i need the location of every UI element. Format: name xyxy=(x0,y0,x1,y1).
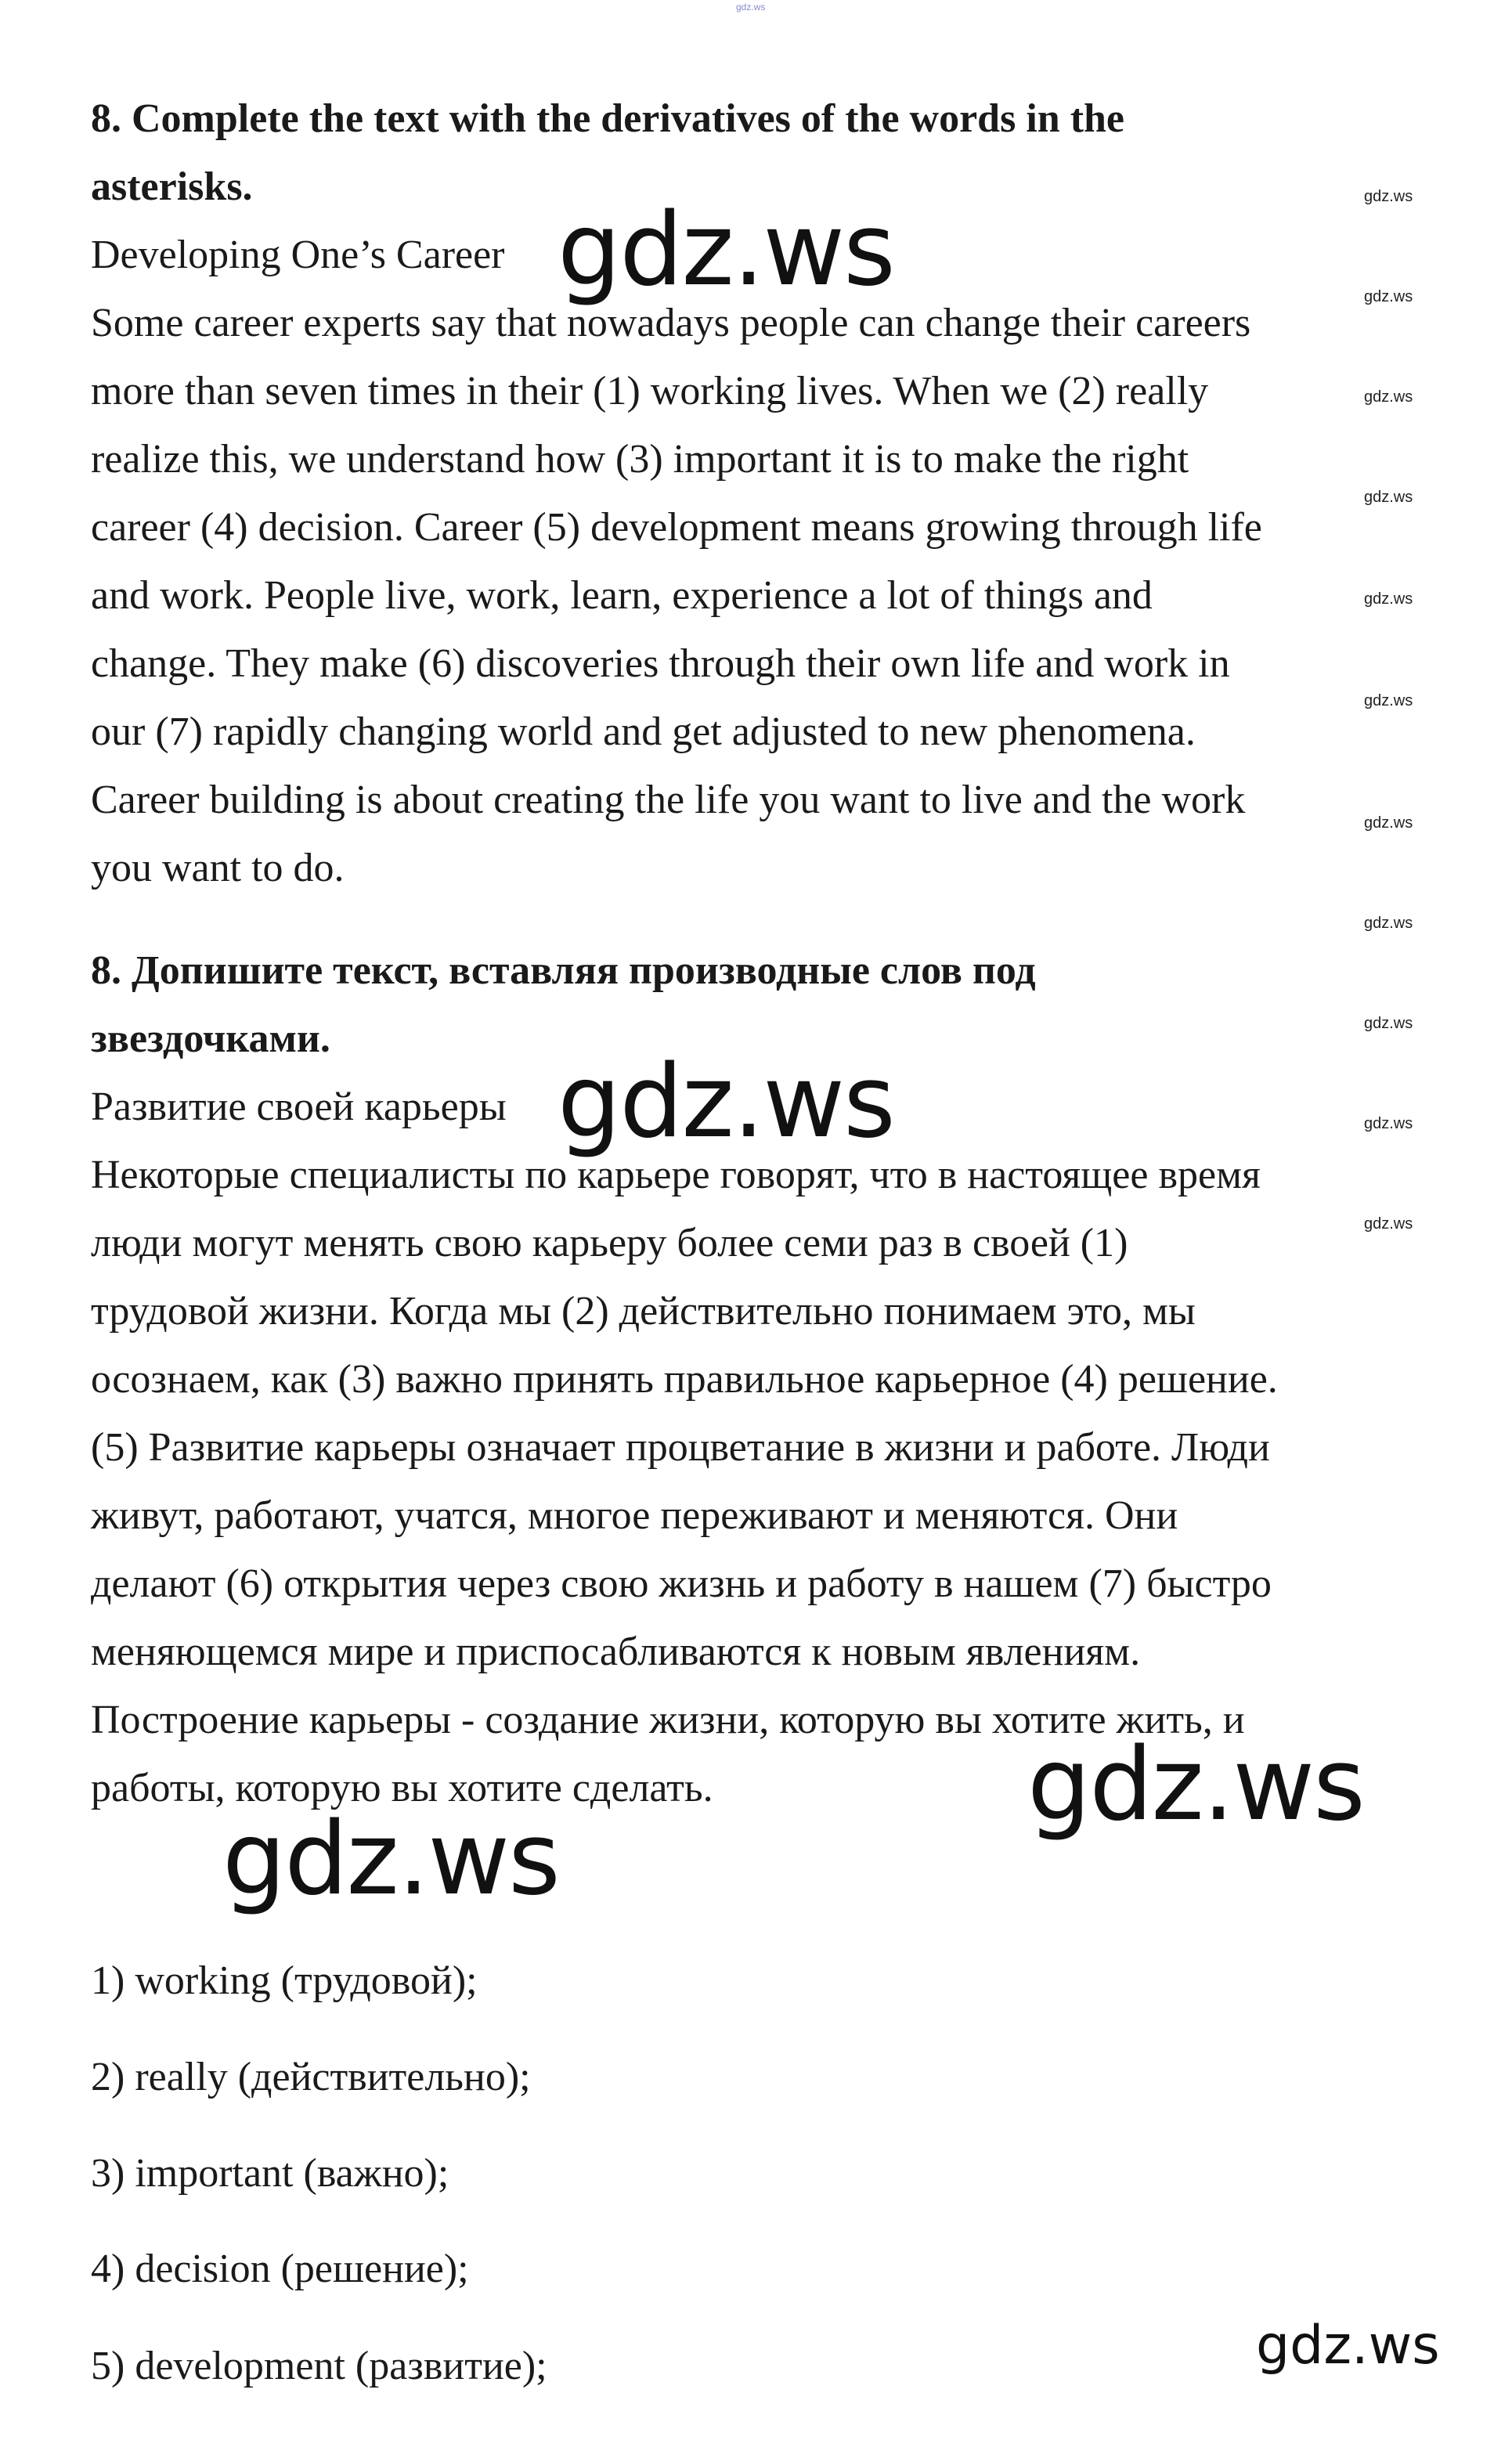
answer-item: 3) important (важно); xyxy=(91,2151,449,2196)
watermark-small: gdz.ws xyxy=(1364,814,1413,832)
text-line-ru-8: меняющемся мире и приспосабливаются к новым явлениям. xyxy=(91,1630,1141,1674)
text-title-en: Developing One’s Career xyxy=(91,233,505,277)
text-line-en-1: Some career experts say that nowadays people can change their careers xyxy=(91,301,1251,345)
text-line-ru-6: живут, работают, учатся, многое переживают и меняются. Они xyxy=(91,1493,1178,1538)
watermark-small: gdz.ws xyxy=(1364,1215,1413,1233)
text-line-ru-1: Некоторые специалисты по карьере говорят, что в настоящее время xyxy=(91,1153,1261,1197)
exercise-heading-en-line-2: asterisks. xyxy=(91,164,253,209)
watermark-small: gdz.ws xyxy=(1364,692,1413,709)
watermark-small: gdz.ws xyxy=(1364,1015,1413,1032)
answer-item: 1) working (трудовой); xyxy=(91,1958,478,2003)
exercise-heading-en-line-1: 8. Complete the text with the derivatives of the words in the xyxy=(91,96,1125,141)
watermark-large: gdz.ws xyxy=(558,192,894,309)
text-line-en-2: more than seven times in their (1) working lives. When we (2) really xyxy=(91,369,1209,413)
answer-item: 5) development (развитие); xyxy=(91,2344,547,2388)
watermark-medium: gdz.ws xyxy=(1256,2315,1440,2377)
text-line-en-3: realize this, we understand how (3) important it is to make the right xyxy=(91,437,1189,482)
text-line-ru-5: (5) Развитие карьеры означает процветание в жизни и работе. Люди xyxy=(91,1425,1270,1470)
text-line-ru-9: Построение карьеры - создание жизни, которую вы хотите жить, и xyxy=(91,1698,1245,1742)
text-line-en-4: career (4) decision. Career (5) development means growing through life xyxy=(91,505,1262,550)
watermark-small: gdz.ws xyxy=(1364,388,1413,406)
watermark-large: gdz.ws xyxy=(222,1801,559,1918)
watermark-small: gdz.ws xyxy=(1364,590,1413,608)
text-line-en-5: and work. People live, work, learn, experience a lot of things and xyxy=(91,573,1153,618)
text-line-ru-10: работы, которую вы хотите сделать. xyxy=(91,1766,713,1810)
text-line-en-8: Career building is about creating the life you want to live and the work xyxy=(91,778,1246,822)
answer-item: 4) decision (решение); xyxy=(91,2247,469,2291)
watermark-large: gdz.ws xyxy=(558,1044,894,1160)
watermark-small: gdz.ws xyxy=(1364,915,1413,932)
answer-item: 2) really (действительно); xyxy=(91,2055,531,2099)
watermark-small: gdz.ws xyxy=(1364,288,1413,305)
watermark-small: gdz.ws xyxy=(1364,188,1413,205)
text-line-ru-4: осознаем, как (3) важно принять правильное карьерное (4) решение. xyxy=(91,1357,1278,1402)
text-line-en-6: change. They make (6) discoveries through their own life and work in xyxy=(91,641,1230,686)
exercise-heading-ru-line-1: 8. Допишите текст, вставляя производные слов под xyxy=(91,948,1036,993)
watermark-small: gdz.ws xyxy=(1364,1115,1413,1132)
watermark-large: gdz.ws xyxy=(1027,1727,1364,1843)
text-title-ru: Развитие своей карьеры xyxy=(91,1085,507,1129)
text-line-ru-7: делают (6) открытия через свою жизнь и работу в нашем (7) быстро xyxy=(91,1561,1272,1606)
text-line-en-7: our (7) rapidly changing world and get adjusted to new phenomena. xyxy=(91,709,1196,754)
text-line-en-9: you want to do. xyxy=(91,846,345,890)
exercise-heading-ru-line-2: звездочками. xyxy=(91,1016,330,1061)
top-watermark: gdz.ws xyxy=(736,2,766,13)
text-line-ru-2: люди могут менять свою карьеру более семи раз в своей (1) xyxy=(91,1221,1128,1265)
watermark-small: gdz.ws xyxy=(1364,489,1413,506)
text-line-ru-3: трудовой жизни. Когда мы (2) действительно понимаем это, мы xyxy=(91,1289,1196,1334)
